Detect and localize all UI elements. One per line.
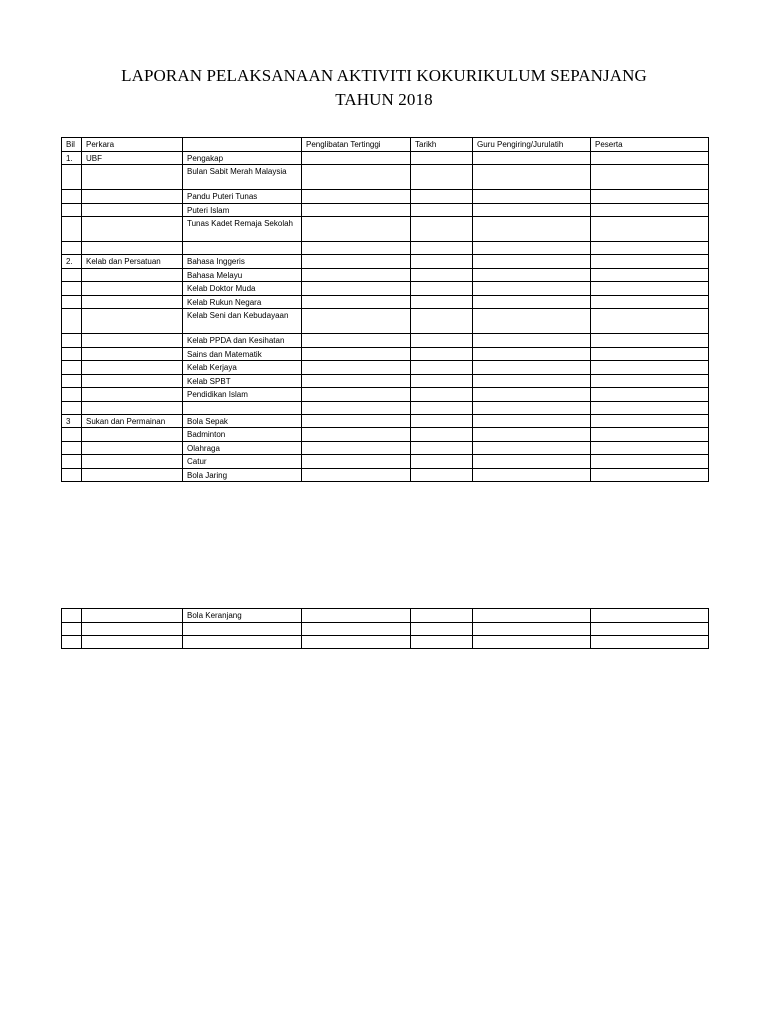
cell-item: Kelab Doktor Muda (183, 282, 302, 296)
cell-guru-pengiring (473, 622, 591, 635)
cell-tarikh (411, 203, 473, 217)
cell-tarikh (411, 441, 473, 455)
cell-penglibatan-tertinggi (302, 401, 411, 414)
table-row (62, 401, 709, 414)
cell-penglibatan-tertinggi (302, 295, 411, 309)
table-header-row (62, 138, 709, 152)
cell-item: Sains dan Matematik (183, 347, 302, 361)
cell-peserta (591, 282, 709, 296)
cell-item: Olahraga (183, 441, 302, 455)
cell-penglibatan-tertinggi (302, 217, 411, 242)
cell-item (183, 622, 302, 635)
cell-peserta (591, 388, 709, 402)
cell-item: Kelab Kerjaya (183, 361, 302, 375)
cell-peserta (591, 414, 709, 428)
cell-penglibatan-tertinggi (302, 428, 411, 442)
cell-tarikh (411, 635, 473, 648)
table-row (62, 609, 709, 623)
cell-perkara: UBF (82, 151, 183, 165)
table-row (62, 165, 709, 190)
cell-penglibatan-tertinggi (302, 361, 411, 375)
report-title (0, 64, 768, 112)
cell-peserta (591, 609, 709, 623)
cell-peserta: Peserta (591, 138, 709, 152)
cell-item (183, 401, 302, 414)
cell-tarikh (411, 361, 473, 375)
table-row (62, 388, 709, 402)
cell-perkara (82, 635, 183, 648)
cell-bil (62, 361, 82, 375)
cell-item: Tunas Kadet Remaja Sekolah (183, 217, 302, 242)
cell-peserta (591, 309, 709, 334)
cell-perkara (82, 165, 183, 190)
cell-guru-pengiring (473, 309, 591, 334)
cell-perkara (82, 203, 183, 217)
cell-item: Bola Keranjang (183, 609, 302, 623)
cell-item: Pandu Puteri Tunas (183, 190, 302, 204)
cell-tarikh (411, 242, 473, 255)
cell-peserta (591, 217, 709, 242)
cell-perkara (82, 334, 183, 348)
cell-guru-pengiring (473, 190, 591, 204)
table-row (62, 468, 709, 482)
cell-tarikh (411, 255, 473, 269)
cell-item: Bahasa Melayu (183, 268, 302, 282)
cell-guru-pengiring (473, 401, 591, 414)
cell-guru-pengiring (473, 414, 591, 428)
cell-peserta (591, 165, 709, 190)
cell-penglibatan-tertinggi (302, 347, 411, 361)
table-row (62, 347, 709, 361)
table-row (62, 414, 709, 428)
cell-bil (62, 165, 82, 190)
cell-item: Bahasa Inggeris (183, 255, 302, 269)
table-row (62, 242, 709, 255)
cell-penglibatan-tertinggi: Penglibatan Tertinggi (302, 138, 411, 152)
cell-item: Kelab PPDA dan Kesihatan (183, 334, 302, 348)
cell-penglibatan-tertinggi (302, 282, 411, 296)
cell-item: Bola Sepak (183, 414, 302, 428)
cell-peserta (591, 242, 709, 255)
cell-penglibatan-tertinggi (302, 609, 411, 623)
cell-bil (62, 441, 82, 455)
cell-penglibatan-tertinggi (302, 165, 411, 190)
cell-tarikh (411, 401, 473, 414)
cell-bil (62, 455, 82, 469)
cell-item: Pendidikan Islam (183, 388, 302, 402)
cell-guru-pengiring (473, 268, 591, 282)
cell-guru-pengiring (473, 255, 591, 269)
cell-perkara (82, 268, 183, 282)
table-row (62, 151, 709, 165)
cell-guru-pengiring (473, 217, 591, 242)
cell-tarikh (411, 165, 473, 190)
cell-peserta (591, 255, 709, 269)
cell-guru-pengiring (473, 468, 591, 482)
cell-guru-pengiring (473, 455, 591, 469)
cell-bil (62, 242, 82, 255)
cell-perkara (82, 309, 183, 334)
cell-tarikh (411, 468, 473, 482)
cell-bil (62, 282, 82, 296)
table-row (62, 428, 709, 442)
cell-peserta (591, 268, 709, 282)
cell-penglibatan-tertinggi (302, 309, 411, 334)
cell-bil (62, 334, 82, 348)
cell-perkara (82, 347, 183, 361)
cell-tarikh (411, 217, 473, 242)
cell-peserta (591, 622, 709, 635)
cell-guru-pengiring (473, 242, 591, 255)
cell-bil: 2. (62, 255, 82, 269)
cell-bil (62, 609, 82, 623)
cell-peserta (591, 190, 709, 204)
activity-report-table-continued (61, 608, 709, 649)
cell-bil (62, 309, 82, 334)
cell-tarikh (411, 428, 473, 442)
cell-tarikh: Tarikh (411, 138, 473, 152)
cell-guru-pengiring (473, 151, 591, 165)
cell-item (183, 242, 302, 255)
cell-peserta (591, 203, 709, 217)
cell-guru-pengiring (473, 334, 591, 348)
table-row (62, 309, 709, 334)
cell-penglibatan-tertinggi (302, 334, 411, 348)
cell-bil (62, 388, 82, 402)
cell-guru-pengiring (473, 165, 591, 190)
cell-tarikh (411, 295, 473, 309)
cell-item: Catur (183, 455, 302, 469)
cell-tarikh (411, 414, 473, 428)
cell-perkara (82, 295, 183, 309)
cell-penglibatan-tertinggi (302, 414, 411, 428)
cell-peserta (591, 635, 709, 648)
cell-item: Pengakap (183, 151, 302, 165)
cell-bil (62, 401, 82, 414)
cell-item: Kelab Rukun Negara (183, 295, 302, 309)
cell-perkara: Kelab dan Persatuan (82, 255, 183, 269)
table-row (62, 295, 709, 309)
cell-peserta (591, 374, 709, 388)
cell-bil: 3 (62, 414, 82, 428)
table-row (62, 334, 709, 348)
cell-perkara (82, 217, 183, 242)
cell-bil: Bil (62, 138, 82, 152)
cell-bil (62, 468, 82, 482)
cell-guru-pengiring (473, 635, 591, 648)
cell-tarikh (411, 388, 473, 402)
cell-bil (62, 374, 82, 388)
cell-perkara (82, 282, 183, 296)
cell-peserta (591, 441, 709, 455)
cell-penglibatan-tertinggi (302, 374, 411, 388)
cell-tarikh (411, 622, 473, 635)
cell-penglibatan-tertinggi (302, 203, 411, 217)
cell-tarikh (411, 374, 473, 388)
table-row (62, 361, 709, 375)
cell-penglibatan-tertinggi (302, 455, 411, 469)
cell-perkara (82, 190, 183, 204)
cell-perkara (82, 242, 183, 255)
cell-tarikh (411, 455, 473, 469)
cell-guru-pengiring (473, 203, 591, 217)
report-title-line-2: TAHUN 2018 (335, 90, 433, 109)
cell-peserta (591, 468, 709, 482)
cell-tarikh (411, 309, 473, 334)
table-row (62, 282, 709, 296)
cell-penglibatan-tertinggi (302, 190, 411, 204)
cell-tarikh (411, 282, 473, 296)
table-row (62, 622, 709, 635)
cell-tarikh (411, 334, 473, 348)
cell-peserta (591, 361, 709, 375)
cell-perkara (82, 622, 183, 635)
cell-guru-pengiring (473, 388, 591, 402)
cell-guru-pengiring (473, 347, 591, 361)
cell-penglibatan-tertinggi (302, 151, 411, 165)
cell-perkara (82, 374, 183, 388)
cell-perkara (82, 401, 183, 414)
cell-guru-pengiring (473, 428, 591, 442)
cell-peserta (591, 428, 709, 442)
cell-item: Kelab Seni dan Kebudayaan (183, 309, 302, 334)
cell-bil (62, 622, 82, 635)
cell-penglibatan-tertinggi (302, 635, 411, 648)
cell-bil (62, 217, 82, 242)
table-row (62, 268, 709, 282)
cell-guru-pengiring (473, 282, 591, 296)
cell-peserta (591, 347, 709, 361)
cell-tarikh (411, 609, 473, 623)
cell-item (183, 635, 302, 648)
cell-item: Bulan Sabit Merah Malaysia (183, 165, 302, 190)
cell-perkara (82, 468, 183, 482)
table-row (62, 374, 709, 388)
cell-item: Bola Jaring (183, 468, 302, 482)
cell-item (183, 138, 302, 152)
table-row (62, 190, 709, 204)
cell-perkara (82, 361, 183, 375)
cell-guru-pengiring (473, 374, 591, 388)
cell-bil (62, 203, 82, 217)
cell-peserta (591, 295, 709, 309)
cell-penglibatan-tertinggi (302, 441, 411, 455)
cell-guru-pengiring (473, 441, 591, 455)
cell-peserta (591, 151, 709, 165)
cell-peserta (591, 401, 709, 414)
cell-item: Kelab SPBT (183, 374, 302, 388)
cell-guru-pengiring: Guru Pengiring/Jurulatih (473, 138, 591, 152)
cell-bil (62, 347, 82, 361)
cell-penglibatan-tertinggi (302, 268, 411, 282)
cell-bil (62, 635, 82, 648)
table-row (62, 441, 709, 455)
cell-bil (62, 190, 82, 204)
cell-tarikh (411, 347, 473, 361)
cell-perkara (82, 455, 183, 469)
cell-peserta (591, 334, 709, 348)
table-row (62, 203, 709, 217)
cell-bil (62, 428, 82, 442)
cell-guru-pengiring (473, 609, 591, 623)
cell-bil: 1. (62, 151, 82, 165)
cell-tarikh (411, 190, 473, 204)
table-row (62, 455, 709, 469)
cell-penglibatan-tertinggi (302, 242, 411, 255)
cell-guru-pengiring (473, 295, 591, 309)
report-title-line-1: LAPORAN PELAKSANAAN AKTIVITI KOKURIKULUM SEPANJANG (121, 66, 647, 85)
cell-item: Badminton (183, 428, 302, 442)
table-row (62, 635, 709, 648)
cell-penglibatan-tertinggi (302, 388, 411, 402)
cell-item: Puteri Islam (183, 203, 302, 217)
table-row (62, 255, 709, 269)
cell-penglibatan-tertinggi (302, 468, 411, 482)
cell-peserta (591, 455, 709, 469)
cell-perkara: Sukan dan Permainan (82, 414, 183, 428)
cell-tarikh (411, 151, 473, 165)
table-row (62, 217, 709, 242)
cell-bil (62, 295, 82, 309)
cell-tarikh (411, 268, 473, 282)
cell-perkara (82, 441, 183, 455)
cell-penglibatan-tertinggi (302, 255, 411, 269)
cell-perkara (82, 388, 183, 402)
cell-bil (62, 268, 82, 282)
cell-perkara (82, 428, 183, 442)
cell-guru-pengiring (473, 361, 591, 375)
cell-penglibatan-tertinggi (302, 622, 411, 635)
cell-perkara: Perkara (82, 138, 183, 152)
cell-perkara (82, 609, 183, 623)
activity-report-table (61, 137, 709, 482)
